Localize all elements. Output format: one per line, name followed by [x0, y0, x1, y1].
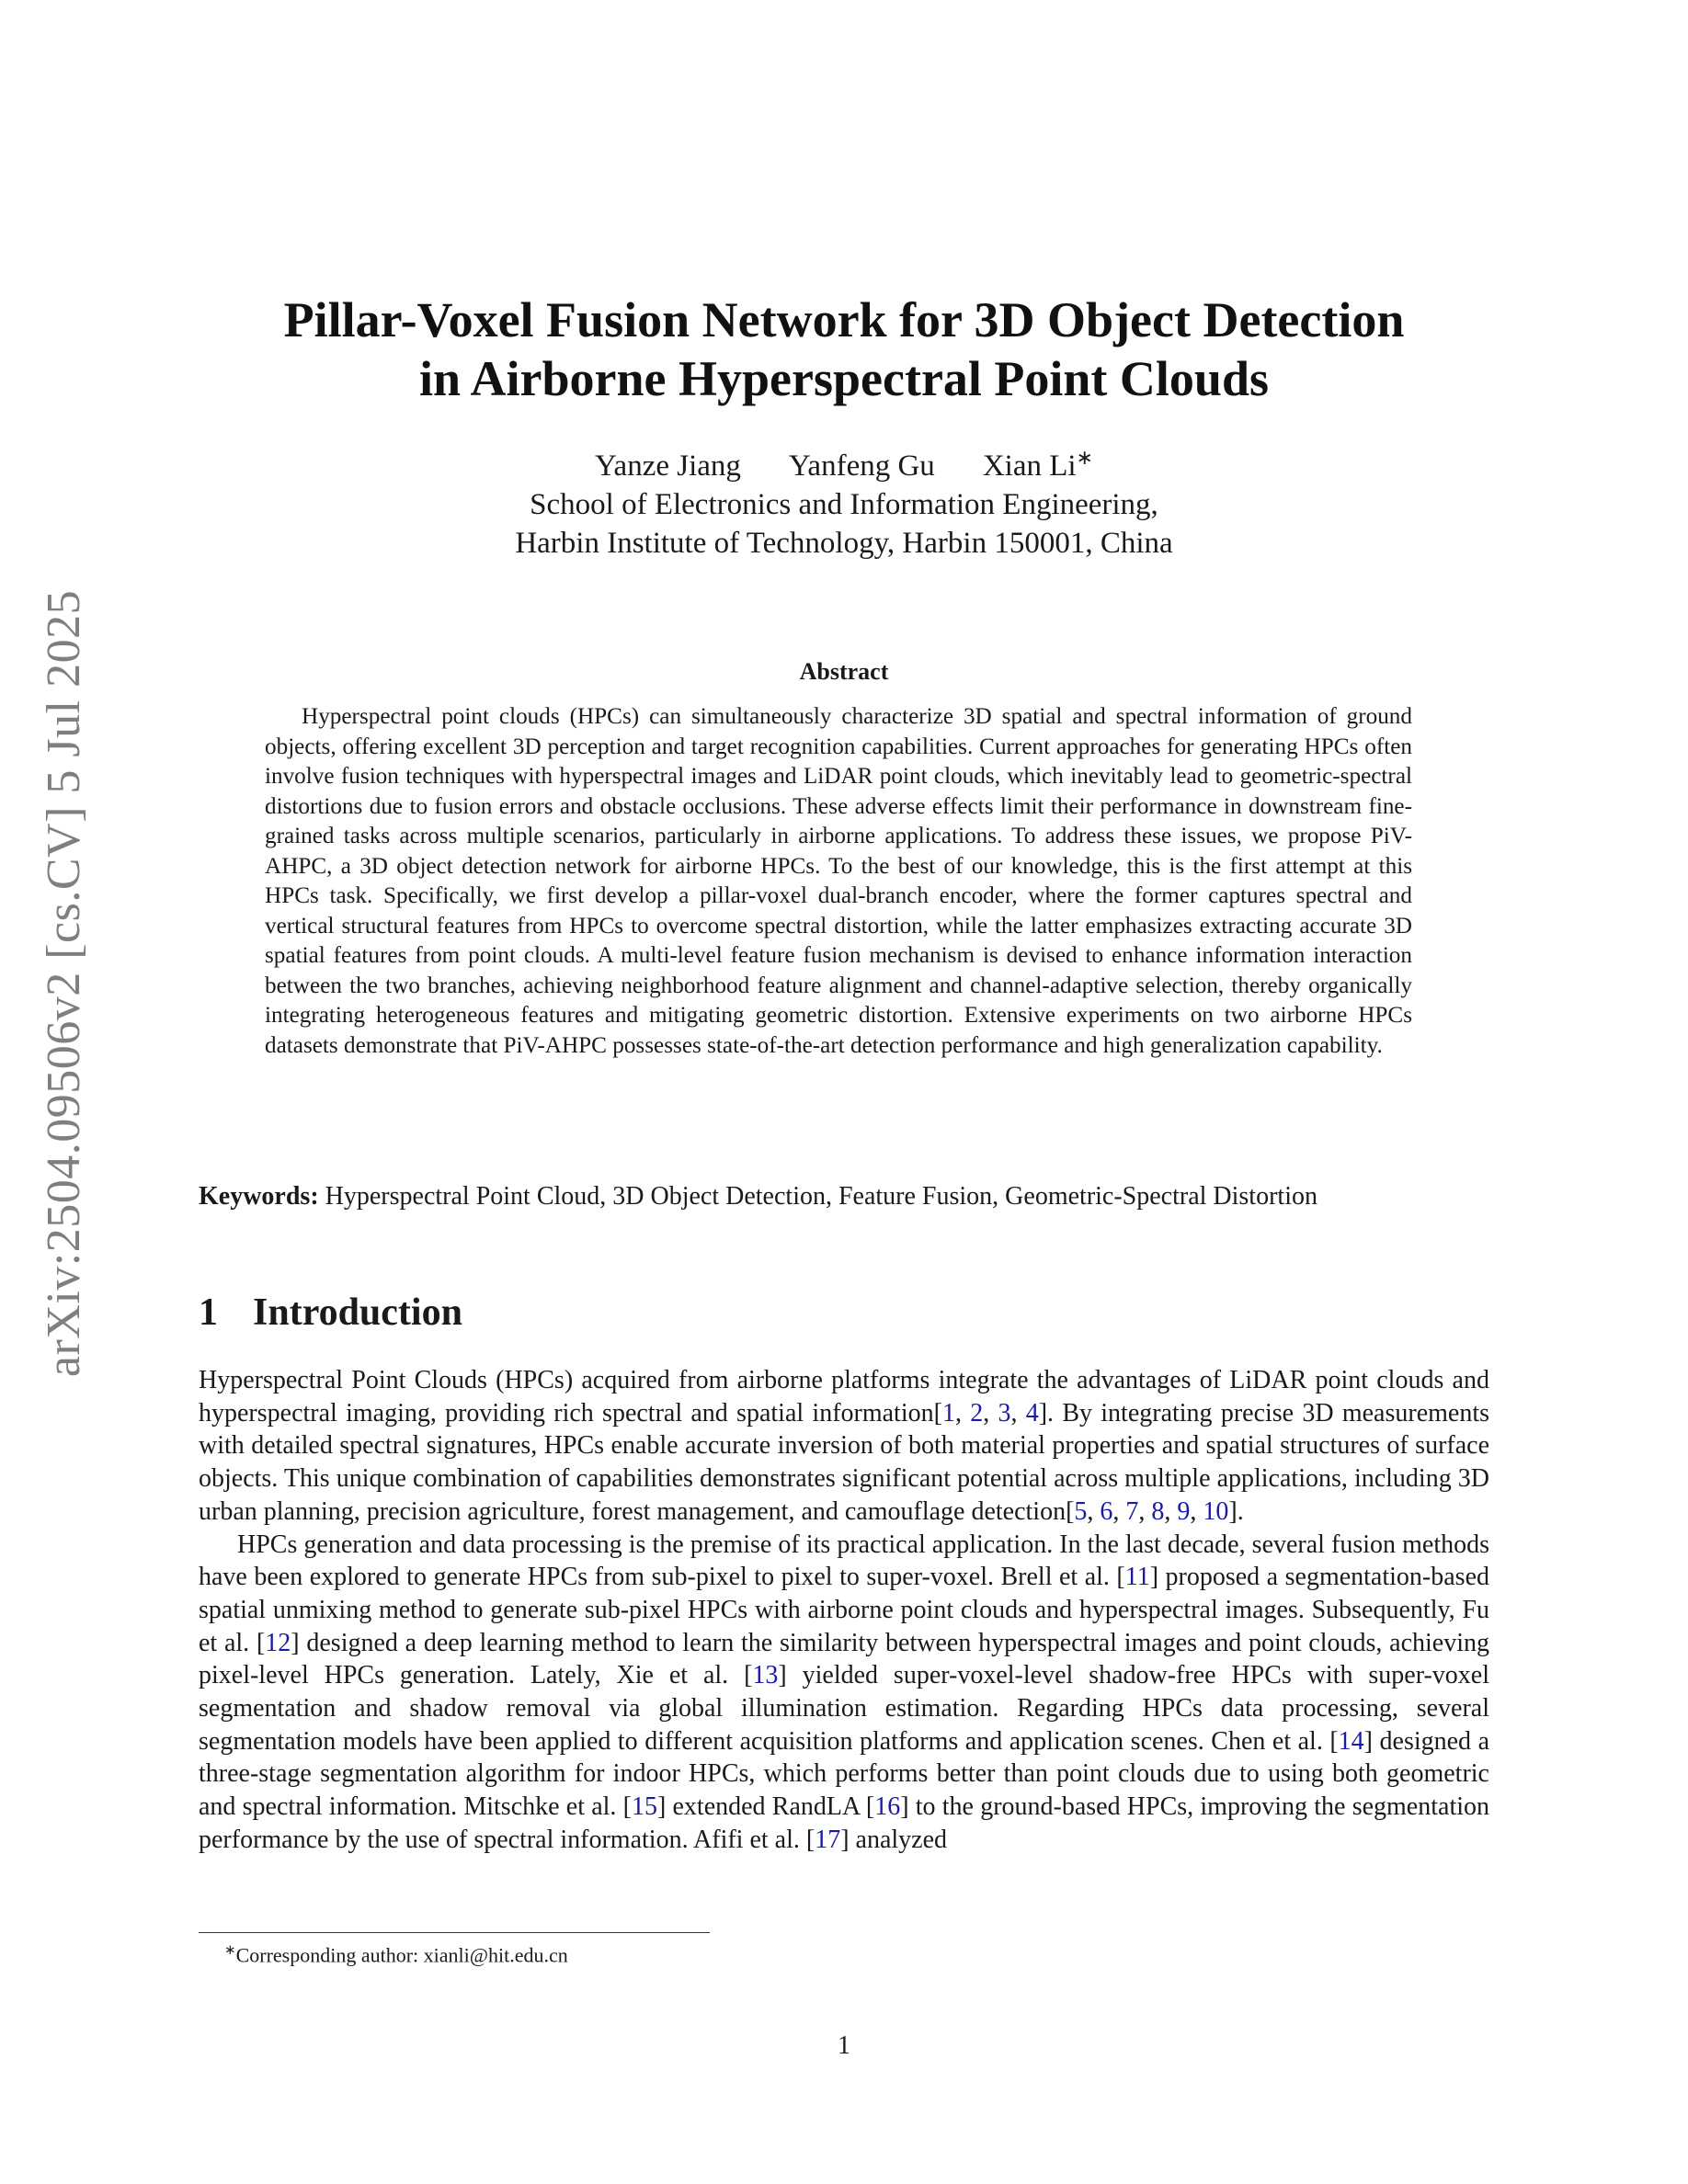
citation-link[interactable]: 5	[1074, 1496, 1088, 1526]
author-name: Yanze Jiang	[595, 449, 741, 483]
abstract-heading: Abstract	[799, 658, 889, 685]
citation-link[interactable]: 8	[1151, 1496, 1165, 1526]
page-number: 1	[838, 2031, 850, 2060]
keywords-block	[199, 1180, 1489, 1213]
citation-link[interactable]: 4	[1025, 1398, 1039, 1428]
arxiv-identifier-stamp[interactable]: arXiv:2504.09506v2 [cs.CV] 5 Jul 2025	[38, 589, 90, 1378]
author-name: Yanfeng Gu	[788, 449, 935, 483]
citation-link[interactable]: 2	[970, 1398, 984, 1428]
author-block	[184, 447, 1504, 563]
title-line-2: in Airborne Hyperspectral Point Clouds	[418, 351, 1269, 406]
section-heading	[199, 1291, 462, 1335]
citation-link[interactable]: 11	[1124, 1563, 1150, 1592]
footnote-text: Corresponding author: xianli@hit.edu.cn	[235, 1943, 568, 1967]
paragraph: HPCs generation and data processing is the premise of its practical application. In the last decade, several fusion methods have been explored to generate HPCs from sub-pixel to pixel to super-voxel. Brell et al. [11] proposed a segmentation-based spatial unmixing method to generate sub-pixel HPCs with airborne point clouds and hyperspectral images. Subsequently, Fu et al. [12] designed a deep learning method to learn the similarity between hyperspectral images and point clouds, achieving pixel-level HPCs generation. Lately, Xie et al. [13] yielded super-voxel-level shadow-free HPCs with super-voxel segmentation and shadow removal via global illumination estimation. Regarding HPCs data processing, several segmentation models have been applied to different acquisition platforms and application scenes. Chen et al. [14] designed a three-stage segmentation algorithm for indoor HPCs, which performs better than point clouds due to using both geometric and spectral information. Mitschke et al. [15] extended RandLA [16] to the ground-based HPCs, improving the segmentation performance by the use of spectral information. Afifi et al. [17] analyzed	[199, 1530, 1489, 1854]
paper-title	[184, 290, 1504, 408]
citation-link[interactable]: 1	[941, 1398, 955, 1428]
footnote-divider	[199, 1932, 710, 1933]
citation-link[interactable]: 14	[1338, 1726, 1364, 1756]
corresponding-author-mark: ∗	[1076, 446, 1093, 469]
citation-link[interactable]: 3	[998, 1398, 1011, 1428]
introduction-body	[199, 1364, 1489, 1857]
keywords-label: Keywords:	[199, 1182, 319, 1211]
section-number: 1	[199, 1291, 218, 1334]
citation-link[interactable]: 16	[874, 1792, 901, 1822]
title-line-1: Pillar-Voxel Fusion Network for 3D Object Detection	[283, 292, 1405, 347]
affiliation-line-2: Harbin Institute of Technology, Harbin 150001, China	[515, 527, 1173, 560]
affiliation-line-1: School of Electronics and Information Engineering,	[530, 488, 1158, 521]
abstract-text: Hyperspectral point clouds (HPCs) can simultaneously characterize 3D spatial and spectral information of ground objects, offering excellent 3D perception and target recognition capabilities. Current approaches for generating HPCs often involve fusion techniques with hyperspectral images and LiDAR point clouds, which inevitably lead to geometric-spectral distortions due to fusion errors and obstacle occlusions. These adverse effects limit their performance in downstream fine-grained tasks across multiple scenarios, particularly in airborne applications. To address these issues, we propose PiV-AHPC, a 3D object detection network for airborne HPCs. To the best of our knowledge, this is the first attempt at this HPCs task. Specifically, we first develop a pillar-voxel dual-branch encoder, where the former captures spectral and vertical structural features from HPCs to overcome spectral distortion, while the latter emphasizes extracting accurate 3D spatial features from point clouds. A multi-level feature fusion mechanism is devised to enhance information interaction between the two branches, achieving neighborhood feature alignment and channel-adaptive selection, thereby organically integrating heterogeneous features and mitigating geometric distortion. Extensive experiments on two airborne HPCs datasets demonstrate that PiV-AHPC possesses state-of-the-art detection performance and high generalization capability.	[265, 704, 1412, 1058]
citation-link[interactable]: 10	[1203, 1496, 1229, 1526]
citation-link[interactable]: 17	[815, 1825, 841, 1854]
author-name-corresponding: Xian Li∗	[982, 446, 1093, 483]
footnote-mark: ∗	[224, 1943, 236, 1958]
citation-link[interactable]: 7	[1125, 1496, 1139, 1526]
citation-link[interactable]: 9	[1177, 1496, 1191, 1526]
citation-link[interactable]: 13	[752, 1661, 779, 1690]
citation-link[interactable]: 6	[1100, 1496, 1113, 1526]
citation-link[interactable]: 12	[265, 1628, 291, 1657]
citation-link[interactable]: 15	[631, 1792, 657, 1822]
keywords-text: Hyperspectral Point Cloud, 3D Object Detection, Feature Fusion, Geometric-Spectral Distortion	[325, 1182, 1317, 1211]
section-title: Introduction	[253, 1291, 462, 1334]
paragraph: Hyperspectral Point Clouds (HPCs) acquired from airborne platforms integrate the advantages of LiDAR point clouds and hyperspectral imaging, providing rich spectral and spatial information[1, 2, 3, 4]. By integrating precise 3D measurements with detailed spectral signatures, HPCs enable accurate inversion of both material properties and spatial structures of surface objects. This unique combination of capabilities demonstrates significant potential across multiple applications, including 3D urban planning, precision agriculture, forest management, and camouflage detection[5, 6, 7, 8, 9, 10].	[199, 1366, 1490, 1526]
footnote	[224, 1941, 568, 1967]
author-names	[184, 447, 1504, 485]
